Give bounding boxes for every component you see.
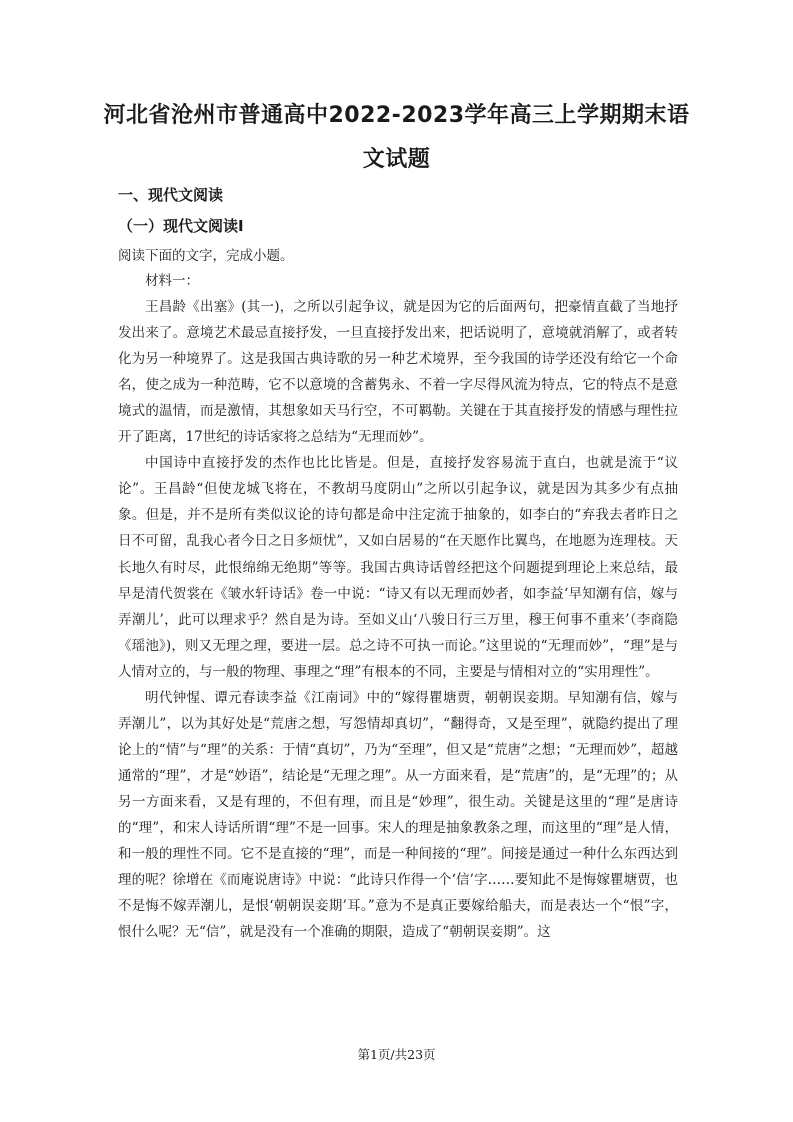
document-title-line-1: 河北省沧州市普通高中2022-2023学年高三上学期期末语 (103, 103, 690, 128)
passage-paragraph: 中国诗中直接抒发的杰作也比比皆是。但是，直接抒发容易流于直白，也就是流于“议论”。王昌龄“但使龙城飞将在，不教胡马度阴山”之所以引起争议，就是因为其多少有点抽象。但是，并不是所有类似议论的诗句都是命中注定流于抽象的，如李白的“弃我去者昨日之日不可留，乱我心者今日之日多烦忧”，又如白居易的“在天愿作比翼鸟，在地愿为连理枝。天长地久有时尽，此恨绵绵无绝期”等等。我国古典诗话曾经把这个问题提到理论上来总结，最早是清代贺裳在《皱水轩诗话》卷一中说：“诗又有以无理而妙者，如李益‘早知潮有信，嫁与弄潮儿’，此可以理求乎？然自是为诗。至如义山‘八骏日行三万里，穆王何事不重来’（李商隐《瑶池》)，则又无理之理，要进一层。总之诗不可执一而论。”这里说的“无理而妙”，“理”是与人情对立的，与一般的物理、事理之“理”有根本的不同，主要是与情相对立的“实用理性”。 (118, 455, 678, 680)
reading-passage (118, 268, 678, 945)
page-number-footer: 第1页/共23页 (357, 1047, 436, 1062)
instruction-text: 阅读下面的文字，完成小题。 (118, 248, 294, 264)
subsection-heading: （一）现代文阅读Ⅰ (118, 217, 244, 235)
document-title-line-2: 文试题 (362, 147, 431, 172)
material-label: 材料一： (145, 273, 199, 289)
passage-paragraph: 王昌龄《出塞》(其一)，之所以引起争议，就是因为它的后面两句，把豪情直截了当地抒发出来了。意境艺术最忌直接抒发，一旦直接抒发出来，把话说明了，意境就消解了，或者转化为另一种境界了。这是我国古典诗歌的另一种艺术境界，至今我国的诗学还没有给它一个命名，使之成为一种范畴，它不以意境的含蓄隽永、不着一字尽得风流为特点，它的特点不是意境式的温情，而是激情，其想象如天马行空，不可羁勒。关键在于其直接抒发的情感与理性拉开了距离，17世纪的诗话家将之总结为“无理而妙”。 (118, 299, 678, 446)
passage-paragraph: 明代钟惺、谭元春读李益《江南词》中的“嫁得瞿塘贾，朝朝误妾期。早知潮有信，嫁与弄潮儿”，以为其好处是“荒唐之想，写怨情却真切”，“翻得奇，又是至理”，就隐约提出了理论上的“情”与“理”的关系：于情“真切”，乃为“至理”，但又是“荒唐”之想；“无理而妙”，超越通常的“理”，才是“妙语”，结论是“无理之理”。从一方面来看，是“荒唐”的，是“无理”的；从另一方面来看，又是有理的，不但有理，而且是“妙理”，很生动。关键是这里的“理”是唐诗的“理”，和宋人诗话所谓“理”不是一回事。宋人的理是抽象教条之理，而这里的“理”是人情，和一般的理性不同。它不是直接的“理”，而是一种间接的“理”。间接是通过一种什么东西达到理的呢？徐增在《而庵说唐诗》中说：“此诗只作得一个‘信’字……要知此不是悔嫁瞿塘贾，也不是悔不嫁弄潮儿，是恨‘朝朝误妾期’耳。”意为不是真正要嫁给船夫，而是表达一个“恨”字，恨什么呢？无“信”，就是没有一个准确的期限，造成了“朝朝误妾期”。这 (118, 689, 678, 941)
section-heading: 一、现代文阅读 (118, 186, 224, 204)
